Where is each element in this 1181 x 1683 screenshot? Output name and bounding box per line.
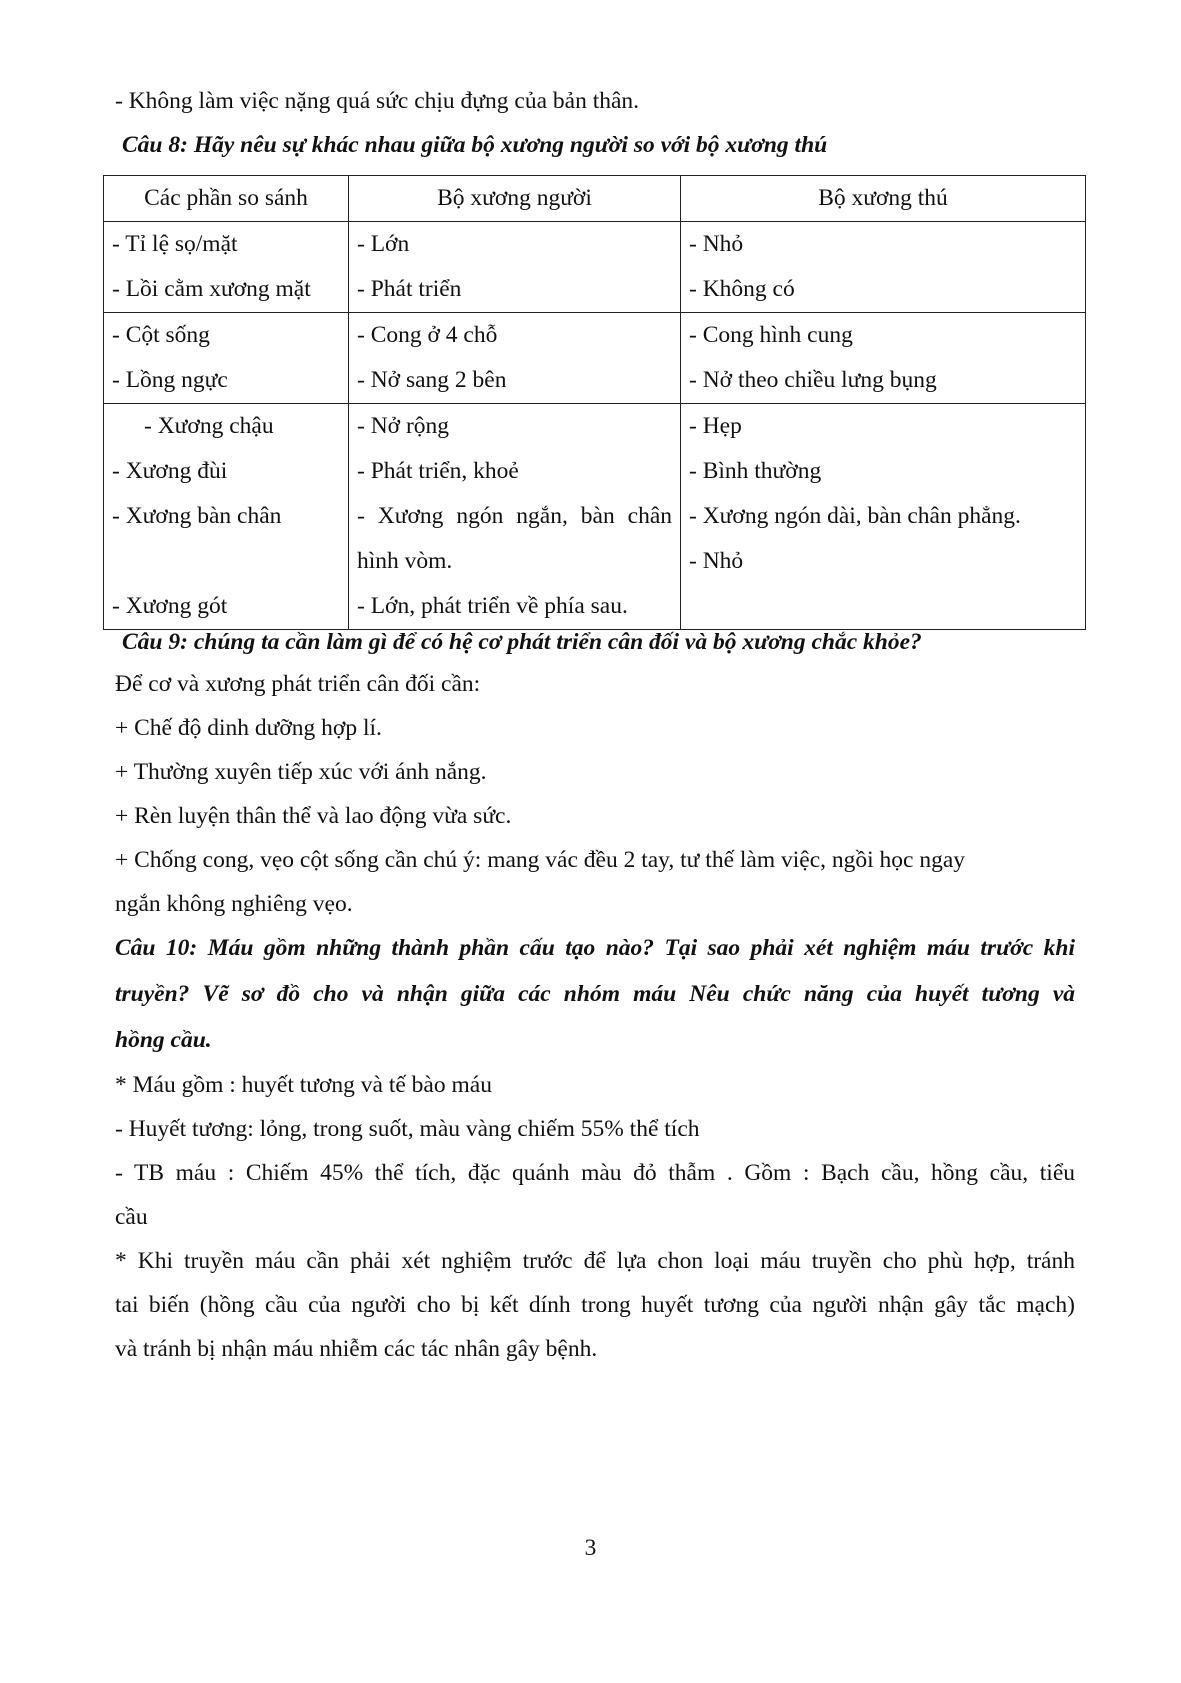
cell-line: - Nở theo chiều lưng bụng [689,367,937,393]
table-header-row [104,176,1086,222]
cell-line: - Xương chậu [144,413,274,439]
cell-line: - Lồi cằm xương mặt [112,276,311,302]
cell-line: - Cong ở 4 chỗ [357,322,498,348]
human-cell [349,404,681,630]
cell-line: - Lớn, phát triển về phía sau. [357,593,628,619]
answer-line: tai biến (hồng cầu của người cho bị kết dính trong huyết tương của người nhận gây tắc mạch) [115,1292,1075,1318]
cell-line: - Nhỏ [689,231,744,257]
cell-line: - Hẹp [689,413,742,439]
cell-line: - Nở sang 2 bên [357,367,507,393]
answer-line: - Huyết tương: lỏng, trong suốt, màu vàng chiếm 55% thể tích [115,1116,700,1142]
list-item: + Thường xuyên tiếp xúc với ánh nắng. [115,759,487,785]
cell-line: - Không có [689,276,795,302]
table-row [104,222,1086,313]
list-item: + Chống cong, vẹo cột sống cần chú ý: mang vác đều 2 tay, tư thế làm việc, ngồi học ngay [115,847,966,873]
cell-line: - Lồng ngực [112,367,228,393]
cell-line: - Phát triển [357,276,462,302]
question-10-title-line: Câu 10: Máu gồm những thành phần cấu tạo nào? Tại sao phải xét nghiệm máu trước khi [115,935,1075,961]
question-9-intro: Để cơ và xương phát triển cân đối cần: [115,671,481,697]
list-item: + Rèn luyện thân thể và lao động vừa sức. [115,803,512,829]
animal-cell [681,404,1086,630]
list-item: + Chế độ dinh dưỡng hợp lí. [115,715,382,741]
cell-line [689,584,1077,629]
cell-line: - Lớn [357,231,410,257]
animal-cell [681,222,1086,313]
question-10-title-line: hồng cầu. [115,1027,212,1053]
answer-line: * Máu gồm : huyết tương và tế bào máu [115,1072,492,1098]
skeleton-comparison-table [103,175,1086,630]
cell-line [112,539,340,584]
cell-line: - Tỉ lệ sọ/mặt [112,231,238,257]
table-row [104,313,1086,404]
table-row [104,404,1086,630]
answer-line: và tránh bị nhận máu nhiễm các tác nhân gây bệnh. [115,1336,598,1362]
cell-line: - Xương đùi [112,458,228,484]
answer-line: - TB máu : Chiếm 45% thể tích, đặc quánh màu đỏ thẫm . Gồm : Bạch cầu, hồng cầu, tiểu [115,1160,1075,1186]
cell-line: - Bình thường [689,458,822,484]
cell-line: - Xương gót [112,593,228,619]
intro-line: - Không làm việc nặng quá sức chịu đựng của bản thân. [115,88,640,114]
header-parts: Các phần so sánh [104,176,349,222]
answer-line: * Khi truyền máu cần phải xét nghiệm trước để lựa chon loại máu truyền cho phù hợp, tránh [115,1248,1075,1274]
list-item: ngắn không nghiêng vẹo. [115,891,353,917]
question-10-title-line: truyền? Vẽ sơ đồ cho và nhận giữa các nhóm máu Nêu chức năng của huyết tương và [115,981,1075,1007]
cell-line: - Nhỏ [689,548,744,574]
cell-line: - Xương bàn chân [112,503,282,529]
parts-cell [104,222,349,313]
cell-line: - Nở rộng [357,413,450,439]
cell-line: - Phát triển, khoẻ [357,458,519,484]
animal-cell [681,313,1086,404]
page-number: 3 [584,1535,597,1561]
header-animal: Bộ xương thú [681,176,1086,222]
parts-cell [104,313,349,404]
human-cell [349,313,681,404]
header-human: Bộ xương người [349,176,681,222]
cell-line: - Xương ngón dài, bàn chân phẳng. [689,503,1021,529]
question-9-title: Câu 9: chúng ta cần làm gì để có hệ cơ phát triển cân đối và bộ xương chắc khỏe? [122,629,922,655]
cell-line: - Cong hình cung [689,322,853,348]
cell-line: hình vòm. [357,548,453,574]
cell-line: - Xương ngón ngắn, bàn chân [357,503,672,529]
human-cell [349,222,681,313]
question-8-title: Câu 8: Hãy nêu sự khác nhau giữa bộ xương người so với bộ xương thú [122,132,828,158]
cell-line: - Cột sống [112,322,210,348]
answer-line: cầu [115,1204,148,1230]
parts-cell [104,404,349,630]
